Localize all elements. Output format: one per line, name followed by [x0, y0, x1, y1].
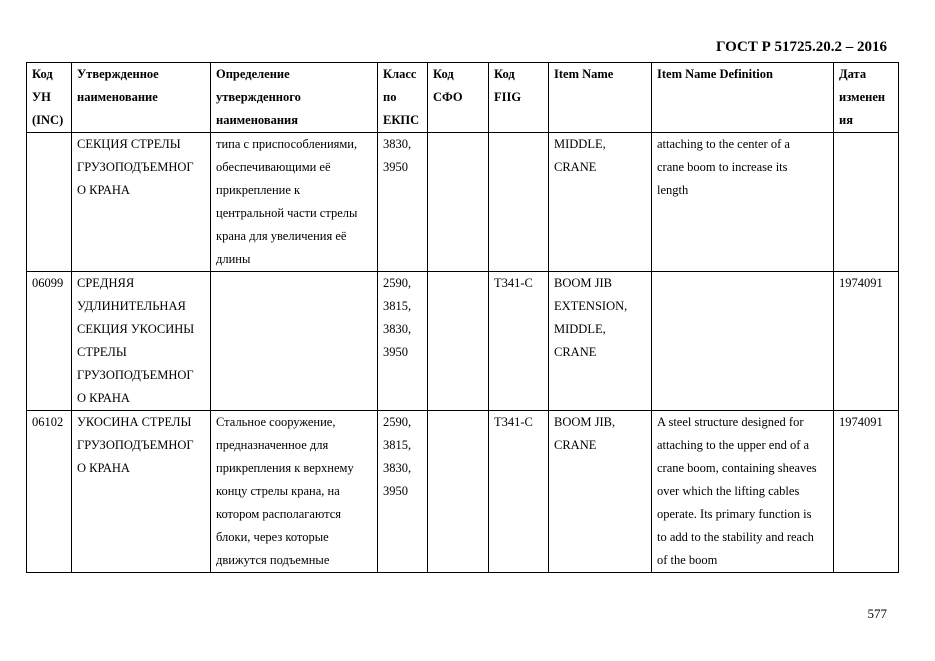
column-header-fiig-code: Код FIIG: [489, 63, 549, 133]
cell-change-date: 1974091: [834, 411, 899, 573]
cell-definition: [211, 272, 378, 411]
cell-approved-name: СЕКЦИЯ СТРЕЛЫ ГРУЗОПОДЪЕМНОГ О КРАНА: [72, 133, 211, 272]
cell-approved-name: УКОСИНА СТРЕЛЫ ГРУЗОПОДЪЕМНОГ О КРАНА: [72, 411, 211, 573]
page-number: 577: [867, 606, 887, 621]
column-header-item-name: Item Name: [549, 63, 652, 133]
column-header-change-date: Дата изменен ия: [834, 63, 899, 133]
cell-inc: [27, 133, 72, 272]
cell-change-date: [834, 133, 899, 272]
cell-item-name-definition: A steel structure designed for attaching to the upper end of a crane boom, containing sheaves over which the lifting cables operate. Its primary function is to add to the stability and reach of the boom: [652, 411, 834, 573]
cell-sfo-code: [428, 411, 489, 573]
cell-fiig-code: T341-C: [489, 411, 549, 573]
column-header-definition: Определение утвержденного наименования: [211, 63, 378, 133]
table-row: [27, 272, 899, 411]
cell-inc: 06102: [27, 411, 72, 573]
cell-item-name: BOOM JIB EXTENSION, MIDDLE, CRANE: [549, 272, 652, 411]
cell-approved-name: СРЕДНЯЯ УДЛИНИТЕЛЬНАЯ СЕКЦИЯ УКОСИНЫ СТРЕЛЫ ГРУЗОПОДЪЕМНОГ О КРАНА: [72, 272, 211, 411]
cell-item-name-definition: [652, 272, 834, 411]
cell-fiig-code: [489, 133, 549, 272]
column-header-ekps-class: Класс по ЕКПС: [378, 63, 428, 133]
cell-fiig-code: T341-C: [489, 272, 549, 411]
cell-item-name: MIDDLE, CRANE: [549, 133, 652, 272]
cell-ekps-class: 2590, 3815, 3830, 3950: [378, 272, 428, 411]
cell-item-name: BOOM JIB, CRANE: [549, 411, 652, 573]
column-header-sfo-code: Код СФО: [428, 63, 489, 133]
cell-sfo-code: [428, 272, 489, 411]
document-standard-title: ГОСТ Р 51725.20.2 – 2016: [715, 39, 887, 55]
cell-sfo-code: [428, 133, 489, 272]
cell-change-date: 1974091: [834, 272, 899, 411]
table-row: [27, 411, 899, 573]
table-header-row: [27, 63, 899, 133]
column-header-item-name-definition: Item Name Definition: [652, 63, 834, 133]
cell-definition: типа с приспособлениями, обеспечивающими её прикрепление к центральной части стрелы крана для увеличения её длины: [211, 133, 378, 272]
column-header-approved-name: Утвержденное наименование: [72, 63, 211, 133]
cell-ekps-class: 2590, 3815, 3830, 3950: [378, 411, 428, 573]
cell-item-name-definition: attaching to the center of a crane boom to increase its length: [652, 133, 834, 272]
cell-definition: Стальное сооружение, предназначенное для прикрепления к верхнему концу стрелы крана, на котором располагаются блоки, через которые движутся подъемные: [211, 411, 378, 573]
cell-ekps-class: 3830, 3950: [378, 133, 428, 272]
cell-inc: 06099: [27, 272, 72, 411]
table-row: [27, 133, 899, 272]
registry-table: [26, 62, 899, 573]
column-header-inc: Код УН (INC): [27, 63, 72, 133]
